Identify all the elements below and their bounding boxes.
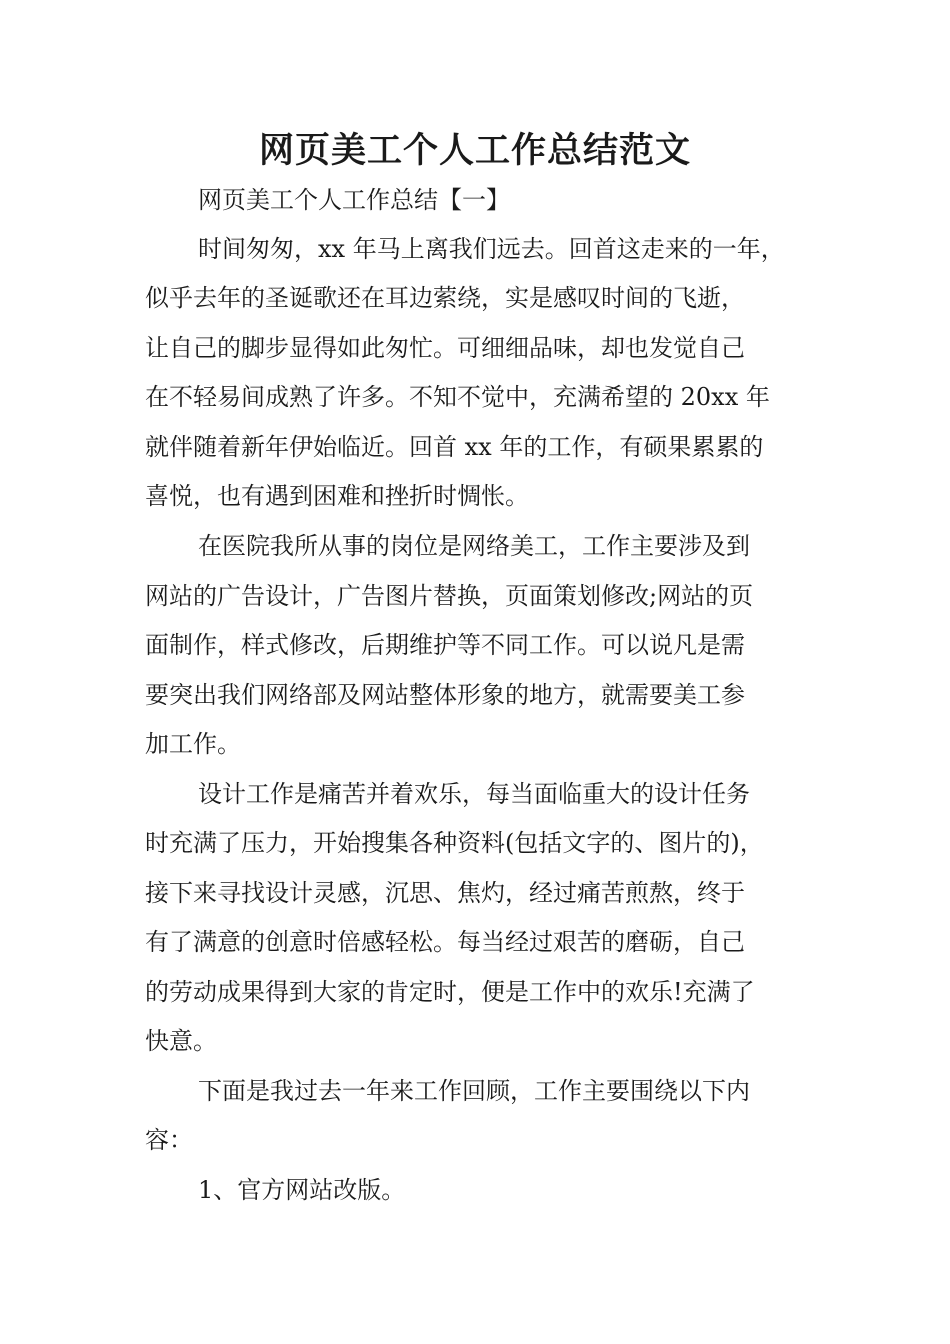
paragraph-line: 网站的广告设计，广告图片替换，页面策划修改;网站的页 (145, 582, 754, 610)
paragraph-line: 下面是我过去一年来工作回顾，工作主要围绕以下内 (198, 1077, 750, 1105)
paragraph-line: 的劳动成果得到大家的肯定时，便是工作中的欢乐!充满了 (145, 978, 755, 1006)
paragraph-line: 在医院我所从事的岗位是网络美工，工作主要涉及到 (198, 532, 750, 560)
paragraph-line: 似乎去年的圣诞歌还在耳边萦绕，实是感叹时间的飞逝， (145, 284, 745, 312)
paragraph-line: 要突出我们网络部及网站整体形象的地方，就需要美工参 (145, 681, 745, 709)
document-title: 网页美工个人工作总结范文 (258, 131, 691, 171)
paragraph-line: 在不轻易间成熟了许多。不知不觉中，充满希望的 20xx 年 (145, 383, 770, 411)
paragraph-line: 时充满了压力，开始搜集各种资料(包括文字的、图片的)， (145, 829, 764, 857)
paragraph-line: 设计工作是痛苦并着欢乐，每当面临重大的设计任务 (198, 780, 750, 808)
paragraph-line: 快意。 (145, 1027, 217, 1055)
paragraph-line: 接下来寻找设计灵感，沉思、焦灼，经过痛苦煎熬，终于 (145, 879, 745, 907)
paragraph-line: 面制作，样式修改，后期维护等不同工作。可以说凡是需 (145, 631, 745, 659)
paragraph-line: 容： (145, 1126, 193, 1154)
paragraph-line: 就伴随着新年伊始临近。回首 xx 年的工作，有硕果累累的 (145, 433, 764, 461)
list-item: 1、官方网站改版。 (198, 1176, 406, 1204)
paragraph-line: 喜悦，也有遇到困难和挫折时惆怅。 (145, 482, 529, 510)
paragraph-line: 让自己的脚步显得如此匆忙。可细细品味，却也发觉自己 (145, 334, 745, 362)
paragraph-line: 时间匆匆，xx 年马上离我们远去。回首这走来的一年， (198, 235, 785, 263)
paragraph-line: 有了满意的创意时倍感轻松。每当经过艰苦的磨砺，自己 (145, 928, 745, 956)
paragraph-line: 加工作。 (145, 730, 241, 758)
section-heading: 网页美工个人工作总结【一】 (198, 186, 510, 214)
